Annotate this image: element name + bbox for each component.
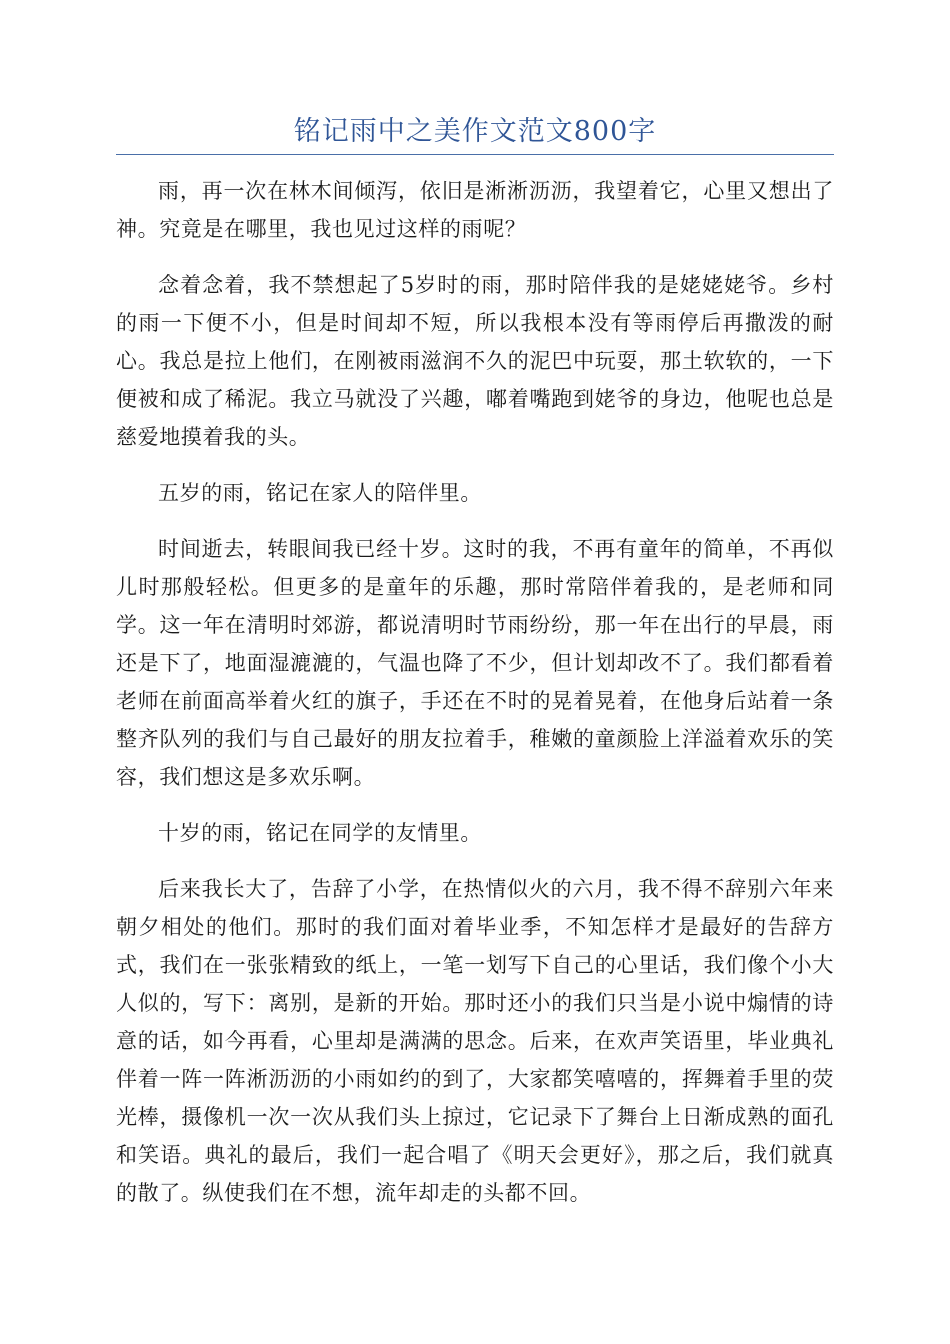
title-underline bbox=[116, 154, 834, 155]
paragraph-4: 时间逝去，转眼间我已经十岁。这时的我，不再有童年的简单，不再似儿时那般轻松。但更多的是童年的乐趣，那时常陪伴着我的，是老师和同学。这一年在清明时郊游，都说清明时节雨纷纷，那一年在出行的早晨，雨还是下了，地面湿漉漉的，气温也降了不少，但计划却改不了。我们都看着老师在前面高举着火红的旗子，手还在不时的晃着晃着，在他身后站着一条整齐队列的我们与自己最好的朋友拉着手，稚嫩的童颜脸上洋溢着欢乐的笑容，我们想这是多欢乐啊。 bbox=[116, 537, 834, 789]
document-body bbox=[116, 172, 834, 1230]
paragraph-3: 五岁的雨，铭记在家人的陪伴里。 bbox=[158, 481, 482, 505]
paragraph-2: 念着念着，我不禁想起了5岁时的雨，那时陪伴我的是姥姥姥爷。乡村的雨一下便不小，但是时间却不短，所以我根本没有等雨停后再撒泼的耐心。我总是拉上他们，在刚被雨滋润不久的泥巴中玩耍，那土软软的，一下便被和成了稀泥。我立马就没了兴趣，嘟着嘴跑到姥爷的身边，他呢也总是慈爱地摸着我的头。 bbox=[116, 273, 834, 449]
document-title: 铭记雨中之美作文范文800字 bbox=[293, 116, 657, 147]
paragraph-6: 后来我长大了，告辞了小学，在热情似火的六月，我不得不辞别六年来朝夕相处的他们。那时的我们面对着毕业季，不知怎样才是最好的告辞方式，我们在一张张精致的纸上，一笔一划写下自己的心里话，我们像个小大人似的，写下：离别，是新的开始。那时还小的我们只当是小说中煽情的诗意的话，如今再看，心里却是满满的思念。后来，在欢声笑语里，毕业典礼伴着一阵一阵淅沥沥的小雨如约的到了，大家都笑嘻嘻的，挥舞着手里的荧光棒，摄像机一次一次从我们头上掠过，它记录下了舞台上日渐成熟的面孔和笑语。典礼的最后，我们一起合唱了《明天会更好》，那之后，我们就真的散了。纵使我们在不想，流年却走的头都不回。 bbox=[116, 877, 834, 1205]
paragraph-5: 十岁的雨，铭记在同学的友情里。 bbox=[158, 821, 482, 845]
paragraph-1: 雨，再一次在林木间倾泻，依旧是淅淅沥沥，我望着它，心里又想出了神。究竟是在哪里，我也见过这样的雨呢？ bbox=[116, 179, 834, 241]
